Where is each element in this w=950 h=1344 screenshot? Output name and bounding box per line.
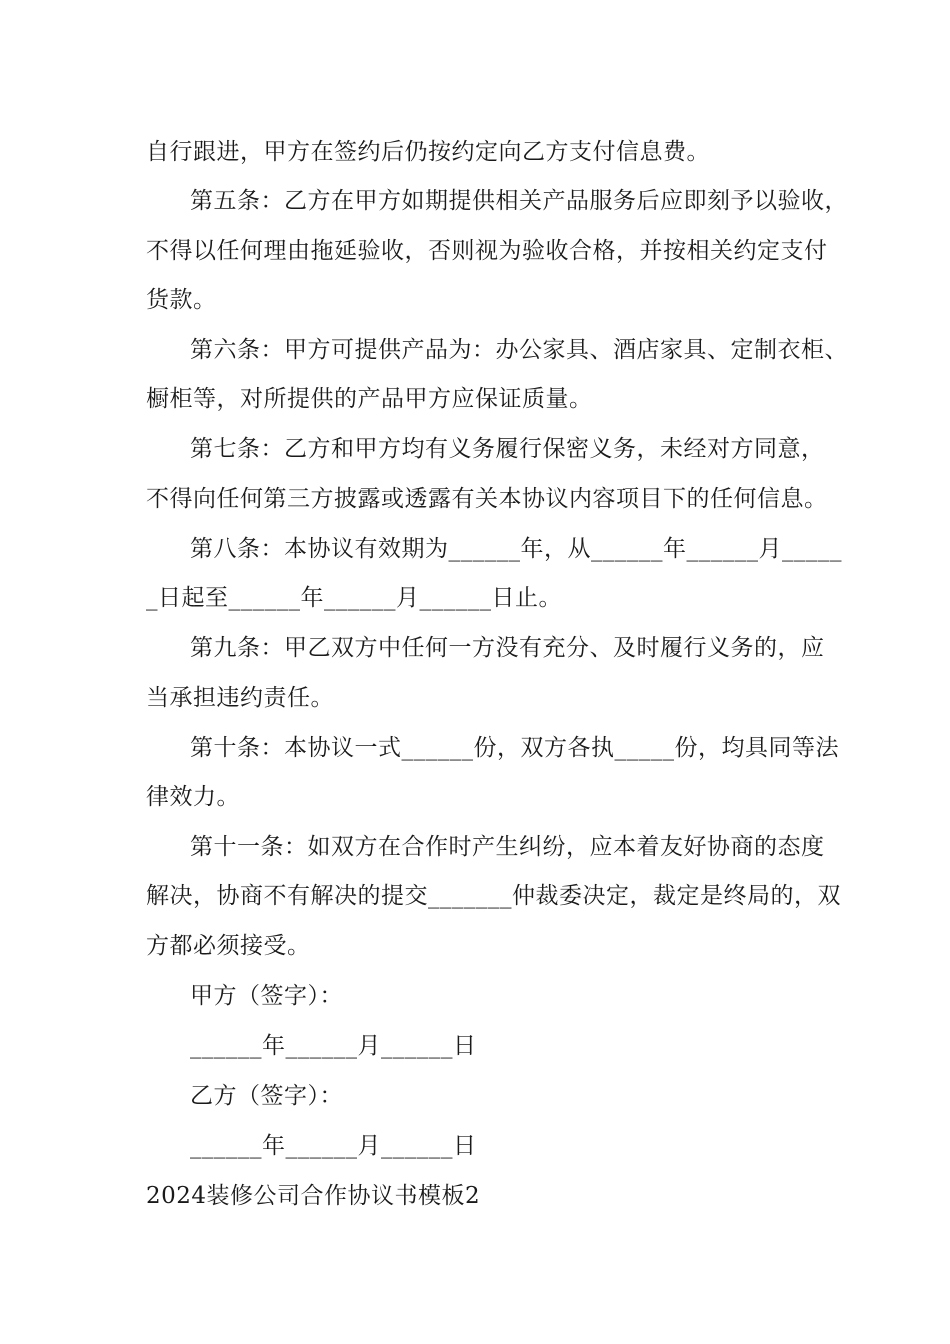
article-6-line-2: 橱柜等，对所提供的产品甲方应保证质量。 (146, 386, 593, 412)
article-8-line-1: 第八条：本协议有效期为______年，从______年______月_____ (190, 536, 842, 562)
article-9-line-1: 第九条：甲乙双方中任何一方没有充分、及时履行义务的，应 (190, 635, 825, 661)
article-10-line-1: 第十条：本协议一式______份，双方各执_____份，均具同等法 (190, 735, 839, 761)
article-11-line-3: 方都必须接受。 (146, 933, 311, 959)
next-document-title: 2024装修公司合作协议书模板2 (146, 1183, 481, 1209)
article-5-line-3: 货款。 (146, 287, 217, 313)
text-line: 自行跟进，甲方在签约后仍按约定向乙方支付信息费。 (146, 139, 710, 165)
party-a-date-line: ______年______月______日 (190, 1033, 477, 1059)
article-8-line-2: _日起至______年______月______日止。 (146, 585, 562, 611)
article-9-line-2: 当承担违约责任。 (146, 685, 334, 711)
article-6-line-1: 第六条：甲方可提供产品为：办公家具、酒店家具、定制衣柜、 (190, 337, 848, 363)
party-b-signature-label: 乙方（签字）： (190, 1083, 343, 1109)
article-5-line-1: 第五条：乙方在甲方如期提供相关产品服务后应即刻予以验收， (190, 188, 848, 214)
party-a-signature-label: 甲方（签字）： (190, 983, 343, 1009)
article-7-line-2: 不得向任何第三方披露或透露有关本协议内容项目下的任何信息。 (146, 486, 828, 512)
party-b-date-line: ______年______月______日 (190, 1133, 477, 1159)
article-10-line-2: 律效力。 (146, 784, 240, 810)
article-7-line-1: 第七条：乙方和甲方均有义务履行保密义务，未经对方同意， (190, 436, 825, 462)
article-11-line-2: 解决，协商不有解决的提交_______仲裁委决定，裁定是终局的，双 (146, 883, 841, 909)
article-5-line-2: 不得以任何理由拖延验收，否则视为验收合格，并按相关约定支付 (146, 238, 828, 264)
article-11-line-1: 第十一条：如双方在合作时产生纠纷，应本着友好协商的态度 (190, 834, 825, 860)
